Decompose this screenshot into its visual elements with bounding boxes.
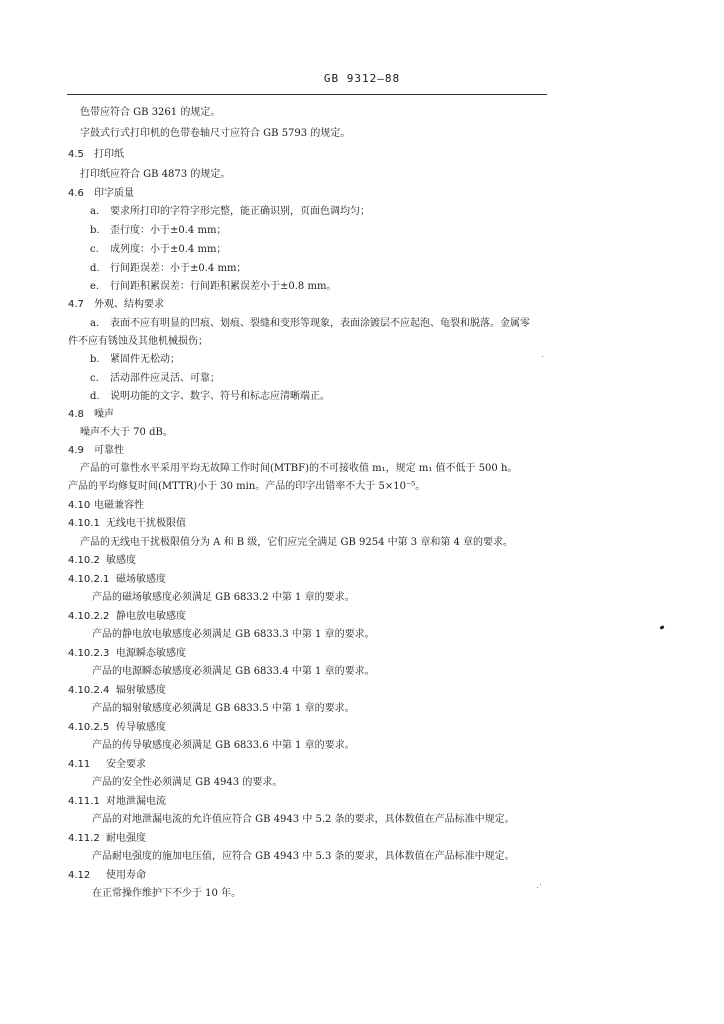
- item-text: 说明功能的文字、数字、符号和标志应清晰端正。: [110, 391, 330, 402]
- item-label: b.: [90, 225, 100, 236]
- section-number: 4.5: [68, 149, 84, 160]
- section-heading-4-10-1: [68, 517, 186, 531]
- item-label: d.: [90, 263, 100, 274]
- item-label: a.: [90, 206, 100, 217]
- section-number: 4.10.2: [68, 555, 100, 566]
- section-number: 4.11.2: [68, 833, 100, 844]
- section-heading-4-10-2: [68, 554, 136, 568]
- item-text: 活动部件应灵活、可靠；: [110, 373, 220, 384]
- paragraph-4-11: 产品的安全性必须满足 GB 4943 的要求。: [92, 777, 283, 788]
- section-heading-4-12: [68, 869, 146, 883]
- section-title: 噪声: [94, 409, 114, 420]
- list-item: [90, 262, 246, 276]
- scan-dot: [540, 884, 541, 885]
- item-text: 成列度：小于±0.4 mm；: [110, 244, 227, 255]
- section-title: 磁场敏感度: [116, 574, 166, 585]
- section-heading-4-9: [68, 444, 124, 458]
- section-number: 4.10.1: [68, 518, 100, 529]
- section-title: 可靠性: [94, 445, 124, 456]
- paragraph-ribbon-2: 字鼓式行式打印机的色带卷轴尺寸应符合 GB 5793 的规定。: [80, 128, 351, 139]
- paragraph-4-9-1: 产品的可靠性水平采用平均无故障工作时间(MTBF)的不可接收值 m₁，规定 m₁ 值不低于 500 h。: [80, 463, 518, 474]
- paragraph-4-12: 在正常操作维护下不少于 10 年。: [92, 888, 242, 899]
- item-text: 表面不应有明显的凹痕、划痕、裂缝和变形等现象，表面涂镀层不应起泡、龟裂和脱落。金属零: [110, 318, 530, 329]
- section-number: 4.10.2.1: [68, 574, 110, 585]
- header-rule: [67, 94, 547, 95]
- paragraph-4-10-2-3: 产品的电源瞬态敏感度必须满足 GB 6833.4 中第 1 章的要求。: [92, 666, 375, 677]
- item-text: 行间距积累误差：行间距积累误差小于±0.8 mm。: [110, 281, 337, 292]
- item-label: c.: [90, 244, 99, 255]
- paragraph-4-11-1: 产品的对地泄漏电流的允许值应符合 GB 4943 中 5.2 条的要求，具体数值在产品标准中规定。: [92, 814, 515, 825]
- section-heading-4-11-2: [68, 832, 146, 846]
- section-number: 4.10.2.5: [68, 722, 110, 733]
- section-heading-4-10-2-1: [68, 573, 166, 587]
- scan-dot: [542, 356, 543, 357]
- paragraph-4-10-2-4: 产品的辐射敏感度必须满足 GB 6833.5 中第 1 章的要求。: [92, 703, 355, 714]
- section-heading-4-7: [68, 298, 164, 312]
- list-item: [90, 317, 530, 331]
- item-label: d.: [90, 391, 100, 402]
- section-number: 4.6: [68, 188, 84, 199]
- section-heading-4-11: [68, 758, 146, 772]
- list-item: [90, 224, 226, 238]
- section-title: 对地泄漏电流: [106, 796, 166, 807]
- section-title: 耐电强度: [106, 833, 146, 844]
- list-item: [90, 243, 226, 257]
- paragraph-4-8: 噪声不大于 70 dB。: [80, 427, 173, 438]
- section-heading-4-10-2-3: [68, 647, 186, 661]
- section-title: 打印纸: [94, 149, 124, 160]
- section-title: 敏感度: [106, 555, 136, 566]
- section-number: 4.10.2.2: [68, 611, 110, 622]
- section-heading-4-10-2-2: [68, 610, 186, 624]
- paragraph-ribbon-1: 色带应符合 GB 3261 的规定。: [80, 107, 221, 118]
- item-label: a.: [90, 318, 100, 329]
- item-text: 紧固件无松动；: [110, 354, 180, 365]
- list-item: [90, 205, 370, 219]
- section-title: 电磁兼容性: [94, 500, 144, 511]
- section-title: 静电放电敏感度: [116, 611, 186, 622]
- section-heading-4-5: [68, 148, 124, 162]
- paragraph-4-10-2-1: 产品的磁场敏感度必须满足 GB 6833.2 中第 1 章的要求。: [92, 592, 355, 603]
- section-heading-4-10-2-5: [68, 721, 166, 735]
- list-item: [90, 280, 336, 294]
- item-text: 要求所打印的字符字形完整，能正确识别，页面色调均匀；: [110, 206, 370, 217]
- section-number: 4.11: [68, 759, 91, 770]
- section-heading-4-10-2-4: [68, 684, 166, 698]
- scan-speck: [660, 625, 665, 630]
- section-number: 4.7: [68, 299, 84, 310]
- section-number: 4.10: [68, 500, 91, 511]
- section-title: 外观、结构要求: [94, 299, 164, 310]
- section-title: 印字质量: [94, 188, 134, 199]
- section-number: 4.12: [68, 870, 91, 881]
- item-text: 歪行度：小于±0.4 mm；: [110, 225, 227, 236]
- item-text: 行间距误差：小于±0.4 mm；: [110, 263, 247, 274]
- section-number: 4.9: [68, 445, 84, 456]
- paragraph-4-5: 打印纸应符合 GB 4873 的规定。: [80, 169, 231, 180]
- paragraph-4-9-2: 产品的平均修复时间(MTTR)小于 30 min。产品的印字出错率不大于 5×10⁻⁵。: [68, 481, 426, 492]
- paragraph-4-11-2: 产品耐电强度的施加电压值，应符合 GB 4943 中 5.3 条的要求，具体数值在产品标准中规定。: [92, 851, 515, 862]
- section-heading-4-10: [68, 499, 144, 513]
- section-heading-4-11-1: [68, 795, 166, 809]
- item-label: e.: [90, 281, 100, 292]
- item-label: c.: [90, 373, 99, 384]
- section-title: 安全要求: [106, 759, 146, 770]
- section-title: 使用寿命: [106, 870, 146, 881]
- paragraph-4-10-1: 产品的无线电干扰极限值分为 A 和 B 级，它们应完全满足 GB 9254 中第 3 章和第 4 章的要求。: [80, 537, 514, 548]
- list-item: [90, 390, 330, 404]
- section-title: 电源瞬态敏感度: [116, 648, 186, 659]
- section-number: 4.11.1: [68, 796, 100, 807]
- list-item: [90, 372, 220, 386]
- list-item: [90, 353, 180, 367]
- paragraph-4-7-a-continued: 件不应有锈蚀及其他机械损伤；: [68, 336, 208, 347]
- item-label: b.: [90, 354, 100, 365]
- paragraph-4-10-2-5: 产品的传导敏感度必须满足 GB 6833.6 中第 1 章的要求。: [92, 740, 355, 751]
- section-heading-4-8: [68, 408, 114, 422]
- section-number: 4.10.2.4: [68, 685, 110, 696]
- section-title: 辐射敏感度: [116, 685, 166, 696]
- section-heading-4-6: [68, 187, 134, 201]
- section-number: 4.8: [68, 409, 84, 420]
- section-title: 无线电干扰极限值: [106, 518, 186, 529]
- section-title: 传导敏感度: [116, 722, 166, 733]
- scan-dot: [537, 887, 538, 888]
- paragraph-4-10-2-2: 产品的静电放电敏感度必须满足 GB 6833.3 中第 1 章的要求。: [92, 629, 375, 640]
- section-number: 4.10.2.3: [68, 648, 110, 659]
- page-header-title: GB 9312—88: [323, 72, 401, 85]
